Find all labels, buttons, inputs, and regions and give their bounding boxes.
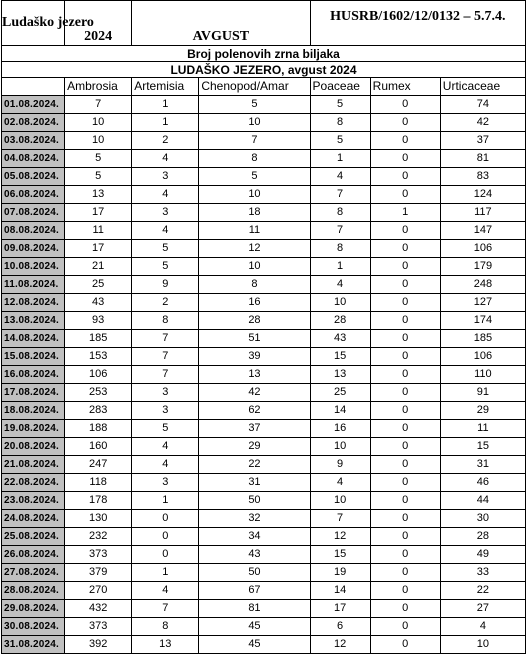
table-row	[2, 96, 526, 114]
count-cell: 0	[370, 384, 440, 402]
date-cell: 07.08.2024.	[2, 204, 65, 222]
count-cell: 18	[199, 204, 310, 222]
count-cell: 1	[132, 492, 199, 510]
count-cell: 8	[132, 312, 199, 330]
table-row	[2, 546, 526, 564]
column-header-poaceae: Poaceae	[310, 78, 370, 96]
count-cell: 12	[199, 240, 310, 258]
count-cell: 7	[132, 330, 199, 348]
count-cell: 93	[65, 312, 132, 330]
pollen-count-sheet	[1, 0, 526, 654]
count-cell: 127	[440, 294, 525, 312]
count-cell: 15	[310, 546, 370, 564]
count-cell: 28	[310, 312, 370, 330]
count-cell: 153	[65, 348, 132, 366]
count-cell: 45	[199, 636, 310, 654]
count-cell: 4	[440, 618, 525, 636]
count-cell: 0	[370, 330, 440, 348]
count-cell: 1	[310, 150, 370, 168]
count-cell: 12	[310, 636, 370, 654]
count-cell: 21	[65, 258, 132, 276]
count-cell: 7	[132, 348, 199, 366]
count-cell: 37	[440, 132, 525, 150]
count-cell: 0	[370, 114, 440, 132]
date-cell: 12.08.2024.	[2, 294, 65, 312]
date-cell: 30.08.2024.	[2, 618, 65, 636]
count-cell: 0	[370, 132, 440, 150]
count-cell: 10	[199, 114, 310, 132]
count-cell: 5	[132, 240, 199, 258]
count-cell: 0	[370, 258, 440, 276]
month-label: AVGUST	[192, 29, 250, 44]
count-cell: 10	[199, 186, 310, 204]
count-cell: 13	[310, 366, 370, 384]
count-cell: 179	[440, 258, 525, 276]
count-cell: 15	[440, 438, 525, 456]
count-cell: 8	[132, 618, 199, 636]
date-cell: 28.08.2024.	[2, 582, 65, 600]
date-cell: 04.08.2024.	[2, 150, 65, 168]
table-row	[2, 294, 526, 312]
count-cell: 283	[65, 402, 132, 420]
count-cell: 81	[199, 600, 310, 618]
date-cell: 13.08.2024.	[2, 312, 65, 330]
count-cell: 0	[132, 528, 199, 546]
count-cell: 7	[199, 132, 310, 150]
count-cell: 30	[440, 510, 525, 528]
count-cell: 22	[440, 582, 525, 600]
count-cell: 8	[310, 240, 370, 258]
count-cell: 5	[132, 258, 199, 276]
count-cell: 188	[65, 420, 132, 438]
count-cell: 17	[310, 600, 370, 618]
count-cell: 22	[199, 456, 310, 474]
count-cell: 14	[310, 402, 370, 420]
count-cell: 67	[199, 582, 310, 600]
date-cell: 02.08.2024.	[2, 114, 65, 132]
count-cell: 106	[440, 240, 525, 258]
count-cell: 0	[370, 474, 440, 492]
count-cell: 5	[132, 420, 199, 438]
count-cell: 174	[440, 312, 525, 330]
count-cell: 0	[132, 546, 199, 564]
count-cell: 7	[310, 222, 370, 240]
count-cell: 0	[132, 510, 199, 528]
count-cell: 32	[199, 510, 310, 528]
table-row	[2, 204, 526, 222]
count-cell: 34	[199, 528, 310, 546]
count-cell: 247	[65, 456, 132, 474]
date-cell: 21.08.2024.	[2, 456, 65, 474]
location-label: Ludaško jezero	[2, 15, 94, 30]
count-cell: 13	[65, 186, 132, 204]
date-cell: 09.08.2024.	[2, 240, 65, 258]
count-cell: 5	[310, 96, 370, 114]
column-header-rumex: Rumex	[370, 78, 440, 96]
table-row	[2, 582, 526, 600]
count-cell: 74	[440, 96, 525, 114]
count-cell: 42	[440, 114, 525, 132]
count-cell: 50	[199, 492, 310, 510]
table-row	[2, 510, 526, 528]
count-cell: 46	[440, 474, 525, 492]
count-cell: 31	[199, 474, 310, 492]
count-cell: 7	[310, 510, 370, 528]
table-row	[2, 186, 526, 204]
count-cell: 17	[65, 240, 132, 258]
count-cell: 10	[65, 132, 132, 150]
count-cell: 4	[132, 150, 199, 168]
count-cell: 110	[440, 366, 525, 384]
date-cell: 01.08.2024.	[2, 96, 65, 114]
count-cell: 8	[310, 204, 370, 222]
count-cell: 373	[65, 546, 132, 564]
count-cell: 106	[65, 366, 132, 384]
date-cell: 16.08.2024.	[2, 366, 65, 384]
date-cell: 14.08.2024.	[2, 330, 65, 348]
count-cell: 10	[310, 492, 370, 510]
table-row	[2, 366, 526, 384]
count-cell: 0	[370, 366, 440, 384]
count-cell: 0	[370, 402, 440, 420]
date-cell: 24.08.2024.	[2, 510, 65, 528]
count-cell: 4	[132, 222, 199, 240]
count-cell: 1	[132, 96, 199, 114]
count-cell: 14	[310, 582, 370, 600]
count-cell: 11	[65, 222, 132, 240]
count-cell: 0	[370, 312, 440, 330]
table-row	[2, 618, 526, 636]
count-cell: 5	[65, 168, 132, 186]
count-cell: 7	[310, 186, 370, 204]
header-corner-cell	[2, 78, 65, 96]
table-row	[2, 564, 526, 582]
count-cell: 33	[440, 564, 525, 582]
count-cell: 0	[370, 438, 440, 456]
count-cell: 15	[310, 348, 370, 366]
count-cell: 3	[132, 168, 199, 186]
count-cell: 0	[370, 600, 440, 618]
count-cell: 117	[440, 204, 525, 222]
count-cell: 1	[132, 114, 199, 132]
date-cell: 27.08.2024.	[2, 564, 65, 582]
table-row	[2, 222, 526, 240]
table-row	[2, 150, 526, 168]
count-cell: 5	[310, 132, 370, 150]
date-cell: 15.08.2024.	[2, 348, 65, 366]
count-cell: 379	[65, 564, 132, 582]
count-cell: 0	[370, 456, 440, 474]
date-cell: 06.08.2024.	[2, 186, 65, 204]
count-cell: 160	[65, 438, 132, 456]
count-cell: 50	[199, 564, 310, 582]
table-row	[2, 168, 526, 186]
count-cell: 0	[370, 528, 440, 546]
count-cell: 43	[65, 294, 132, 312]
count-cell: 7	[132, 600, 199, 618]
count-cell: 29	[199, 438, 310, 456]
count-cell: 7	[65, 96, 132, 114]
table-row	[2, 636, 526, 654]
count-cell: 83	[440, 168, 525, 186]
count-cell: 118	[65, 474, 132, 492]
count-cell: 39	[199, 348, 310, 366]
count-cell: 0	[370, 582, 440, 600]
count-cell: 1	[310, 258, 370, 276]
column-header-chenopod-amar: Chenopod/Amar	[199, 78, 310, 96]
count-cell: 185	[440, 330, 525, 348]
count-cell: 44	[440, 492, 525, 510]
date-cell: 22.08.2024.	[2, 474, 65, 492]
count-cell: 7	[132, 366, 199, 384]
count-cell: 1	[370, 204, 440, 222]
location-cell	[2, 1, 94, 46]
count-cell: 3	[132, 474, 199, 492]
table-title-line1: Broj polenovih zrna biljaka	[2, 46, 526, 62]
count-cell: 6	[310, 618, 370, 636]
date-cell: 25.08.2024.	[2, 528, 65, 546]
count-cell: 232	[65, 528, 132, 546]
count-cell: 10	[199, 258, 310, 276]
count-cell: 4	[132, 582, 199, 600]
count-cell: 5	[199, 168, 310, 186]
table-row	[2, 384, 526, 402]
table-row	[2, 330, 526, 348]
table-row	[2, 276, 526, 294]
year-label: 2024	[84, 29, 113, 44]
date-cell: 20.08.2024.	[2, 438, 65, 456]
count-cell: 0	[370, 420, 440, 438]
count-cell: 10	[310, 294, 370, 312]
project-code-cell	[310, 1, 525, 46]
table-row	[2, 528, 526, 546]
count-cell: 130	[65, 510, 132, 528]
count-cell: 392	[65, 636, 132, 654]
count-cell: 28	[199, 312, 310, 330]
count-cell: 3	[132, 384, 199, 402]
table-row	[2, 312, 526, 330]
count-cell: 0	[370, 510, 440, 528]
count-cell: 0	[370, 276, 440, 294]
count-cell: 3	[132, 204, 199, 222]
count-cell: 1	[132, 564, 199, 582]
count-cell: 91	[440, 384, 525, 402]
count-cell: 10	[440, 636, 525, 654]
count-cell: 4	[310, 474, 370, 492]
table-row	[2, 456, 526, 474]
count-cell: 28	[440, 528, 525, 546]
date-cell: 11.08.2024.	[2, 276, 65, 294]
count-cell: 16	[199, 294, 310, 312]
count-cell: 11	[199, 222, 310, 240]
count-cell: 4	[310, 168, 370, 186]
date-cell: 03.08.2024.	[2, 132, 65, 150]
count-cell: 2	[132, 294, 199, 312]
count-cell: 8	[310, 114, 370, 132]
count-cell: 0	[370, 618, 440, 636]
count-cell: 0	[370, 168, 440, 186]
count-cell: 49	[440, 546, 525, 564]
table-title-line2: LUDAŠKO JEZERO, avgust 2024	[2, 62, 526, 78]
count-cell: 4	[132, 186, 199, 204]
column-header-artemisia: Artemisia	[132, 78, 199, 96]
table-row	[2, 492, 526, 510]
count-cell: 0	[370, 150, 440, 168]
table-row	[2, 132, 526, 150]
count-cell: 0	[370, 240, 440, 258]
table-row	[2, 600, 526, 618]
count-cell: 42	[199, 384, 310, 402]
date-cell: 18.08.2024.	[2, 402, 65, 420]
count-cell: 51	[199, 330, 310, 348]
count-cell: 373	[65, 618, 132, 636]
count-cell: 27	[440, 600, 525, 618]
count-cell: 3	[132, 402, 199, 420]
date-cell: 10.08.2024.	[2, 258, 65, 276]
count-cell: 4	[132, 456, 199, 474]
date-cell: 08.08.2024.	[2, 222, 65, 240]
date-cell: 26.08.2024.	[2, 546, 65, 564]
count-cell: 37	[199, 420, 310, 438]
count-cell: 17	[65, 204, 132, 222]
date-cell: 19.08.2024.	[2, 420, 65, 438]
project-code-label: HUSRB/1602/12/0132 – 5.7.4.	[330, 9, 506, 24]
month-cell	[132, 1, 310, 46]
table-row	[2, 402, 526, 420]
count-cell: 0	[370, 546, 440, 564]
count-cell: 25	[310, 384, 370, 402]
count-cell: 8	[199, 150, 310, 168]
table-row	[2, 438, 526, 456]
count-cell: 25	[65, 276, 132, 294]
count-cell: 0	[370, 492, 440, 510]
count-cell: 124	[440, 186, 525, 204]
count-cell: 5	[199, 96, 310, 114]
count-cell: 178	[65, 492, 132, 510]
count-cell: 9	[132, 276, 199, 294]
count-cell: 253	[65, 384, 132, 402]
count-cell: 248	[440, 276, 525, 294]
count-cell: 0	[370, 186, 440, 204]
count-cell: 106	[440, 348, 525, 366]
count-cell: 0	[370, 222, 440, 240]
count-cell: 147	[440, 222, 525, 240]
table-row	[2, 420, 526, 438]
count-cell: 0	[370, 348, 440, 366]
count-cell: 29	[440, 402, 525, 420]
count-cell: 8	[199, 276, 310, 294]
date-cell: 29.08.2024.	[2, 600, 65, 618]
count-cell: 43	[199, 546, 310, 564]
count-cell: 45	[199, 618, 310, 636]
count-cell: 10	[310, 438, 370, 456]
count-cell: 16	[310, 420, 370, 438]
table-row	[2, 114, 526, 132]
count-cell: 0	[370, 294, 440, 312]
count-cell: 4	[132, 438, 199, 456]
count-cell: 0	[370, 636, 440, 654]
table-row	[2, 258, 526, 276]
count-cell: 270	[65, 582, 132, 600]
count-cell: 185	[65, 330, 132, 348]
date-cell: 23.08.2024.	[2, 492, 65, 510]
count-cell: 81	[440, 150, 525, 168]
table-row	[2, 348, 526, 366]
date-cell: 05.08.2024.	[2, 168, 65, 186]
count-cell: 31	[440, 456, 525, 474]
count-cell: 13	[132, 636, 199, 654]
count-cell: 13	[199, 366, 310, 384]
count-cell: 19	[310, 564, 370, 582]
count-cell: 5	[65, 150, 132, 168]
count-cell: 0	[370, 564, 440, 582]
date-cell: 17.08.2024.	[2, 384, 65, 402]
count-cell: 43	[310, 330, 370, 348]
count-cell: 9	[310, 456, 370, 474]
table-row	[2, 474, 526, 492]
count-cell: 62	[199, 402, 310, 420]
count-cell: 2	[132, 132, 199, 150]
count-cell: 432	[65, 600, 132, 618]
date-cell: 31.08.2024.	[2, 636, 65, 654]
column-header-urticaceae: Urticaceae	[440, 78, 525, 96]
count-cell: 11	[440, 420, 525, 438]
count-cell: 4	[310, 276, 370, 294]
count-cell: 0	[370, 96, 440, 114]
count-cell: 12	[310, 528, 370, 546]
table-row	[2, 240, 526, 258]
column-header-ambrosia: Ambrosia	[65, 78, 132, 96]
count-cell: 10	[65, 114, 132, 132]
